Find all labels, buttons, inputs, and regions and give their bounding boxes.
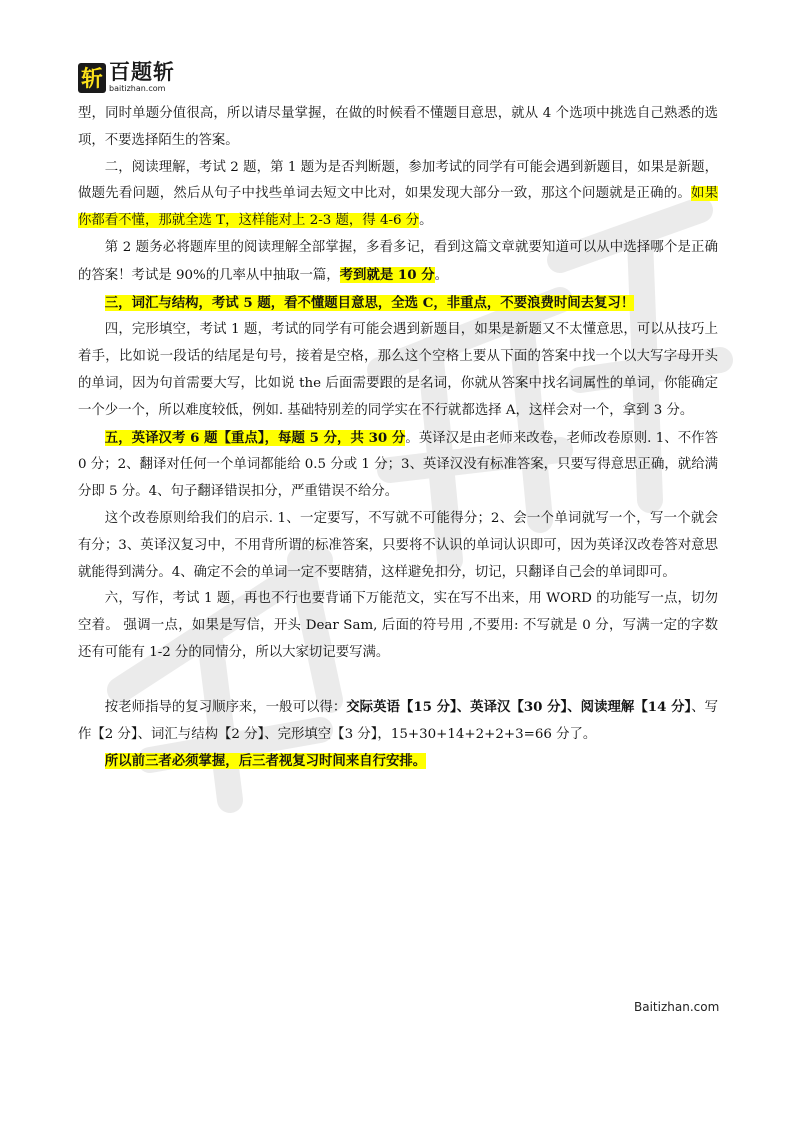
paragraph-summary: 按老师指导的复习顺序来，一般可以得：交际英语【15 分】、英译汉【30 分】、阅读理解【14 分】、写作【2 分】、词汇与结构【2 分】、完形填空【3 分】，15+30+14+2+2+3=66 分了。 xyxy=(78,698,719,742)
brand-logo xyxy=(78,62,175,93)
highlight-vocabulary: 三，词汇与结构，考试 5 题，看不懂题目意思，全选 C，非重点，不要浪费时间去复习！ xyxy=(104,294,635,311)
highlight-translation: 五，英译汉考 6 题【重点】，每题 5 分，共 30 分 xyxy=(104,429,406,446)
logo-mark-icon: 斩 xyxy=(78,63,106,93)
paragraph-translation: 五，英译汉考 6 题【重点】，每题 5 分，共 30 分。英译汉是由老师来改卷，老师改卷原则. 1、不作答 0 分；2、翻译对任何一个单词都能给 0.5 分或 1 分；3、英译汉没有标准答案，只要写得意思正确，就给满分即 5 分。4、句子翻译错误扣分，严重错误不给分。 xyxy=(78,429,718,500)
paragraph-reading: 二，阅读理解，考试 2 题，第 1 题为是否判断题，参加考试的同学有可能会遇到新题目，如果是新题，做题先看问题，然后从句子中找些单词去短文中比对，如果发现大部分一致，那这个问题就是正确的。如果你都看不懂，那就全选 T，这样能对上 2-3 题，得 4-6 分。 xyxy=(78,159,718,229)
logo-brand-name: 百题斩 xyxy=(109,60,175,84)
paragraph-translation-tips: 这个改卷原则给我们的启示. 1、一定要写，不写就不可能得分；2、会一个单词就写一个，写一个就会有分；3、英译汉复习中，不用背所谓的标准答案，只要将不认识的单词认识即可，因为英译汉改卷答对意思就能得到满分。4、确定不会的单词一定不要瞎猜，这样避免扣分，切记，只翻译自己会的单词即可。 xyxy=(78,510,718,580)
highlight-reading-tip: 如果你都看不懂，那就全选 T，这样能对上 2-3 题，得 4-6 分 xyxy=(78,186,718,229)
highlight-score-10: 考到就是 10 分 xyxy=(339,266,435,283)
highlight-conclusion: 所以前三者必须掌握，后三者视复习时间来自行安排。 xyxy=(104,753,427,770)
paragraph-1: 型，同时单题分值很高，所以请尽量掌握，在做的时候看不懂题目意思，就从 4 个选项中挑选自己熟悉的选项，不要选择陌生的答案。 xyxy=(78,106,718,148)
footer-site: Baitizhan.com xyxy=(634,1000,720,1014)
document-body xyxy=(78,101,718,776)
summary-bold-items: 交际英语【15 分】、英译汉【30 分】、阅读理解【14 分】 xyxy=(346,698,692,715)
paragraph-vocabulary xyxy=(78,290,718,318)
paragraph-writing: 六，写作，考试 1 题，再也不行也要背诵下万能范文，实在写不出来，用 WORD 的功能写一点，切勿空着。 强调一点，如果是写信，开头 Dear Sam, 后面的符号用 ,不要用: 不写就是 0 分，写满一定的字数还有可能有 1-2 分的同情分，所以大家切记要写满。 xyxy=(78,591,718,660)
logo-url: baitizhan.com xyxy=(109,84,166,93)
paragraph-conclusion xyxy=(78,748,718,776)
paragraph-reading-2: 第 2 题务必将题库里的阅读理解全部掌握，多看多记，看到这篇文章就要知道可以从中选择哪个是正确的答案！考试是 90%的几率从中抽取一篇，考到就是 10 分。 xyxy=(78,239,718,283)
paragraph-cloze: 四，完形填空，考试 1 题，考试的同学有可能会遇到新题目，如果是新题又不太懂意思，可以从技巧上着手，比如说一段话的结尾是句号，接着是空格，那么这个空格上要从下面的答案中找一个以大写字母开头的单词，因为句首需要大写，比如说 the 后面需要跟的是名词，你就从答案中找名词属性的单词，你能确定一个少一个，所以难度较低，例如. 基础特别差的同学实在不行就都选择 A，这样会对一个，拿到 3 分。 xyxy=(78,322,718,418)
